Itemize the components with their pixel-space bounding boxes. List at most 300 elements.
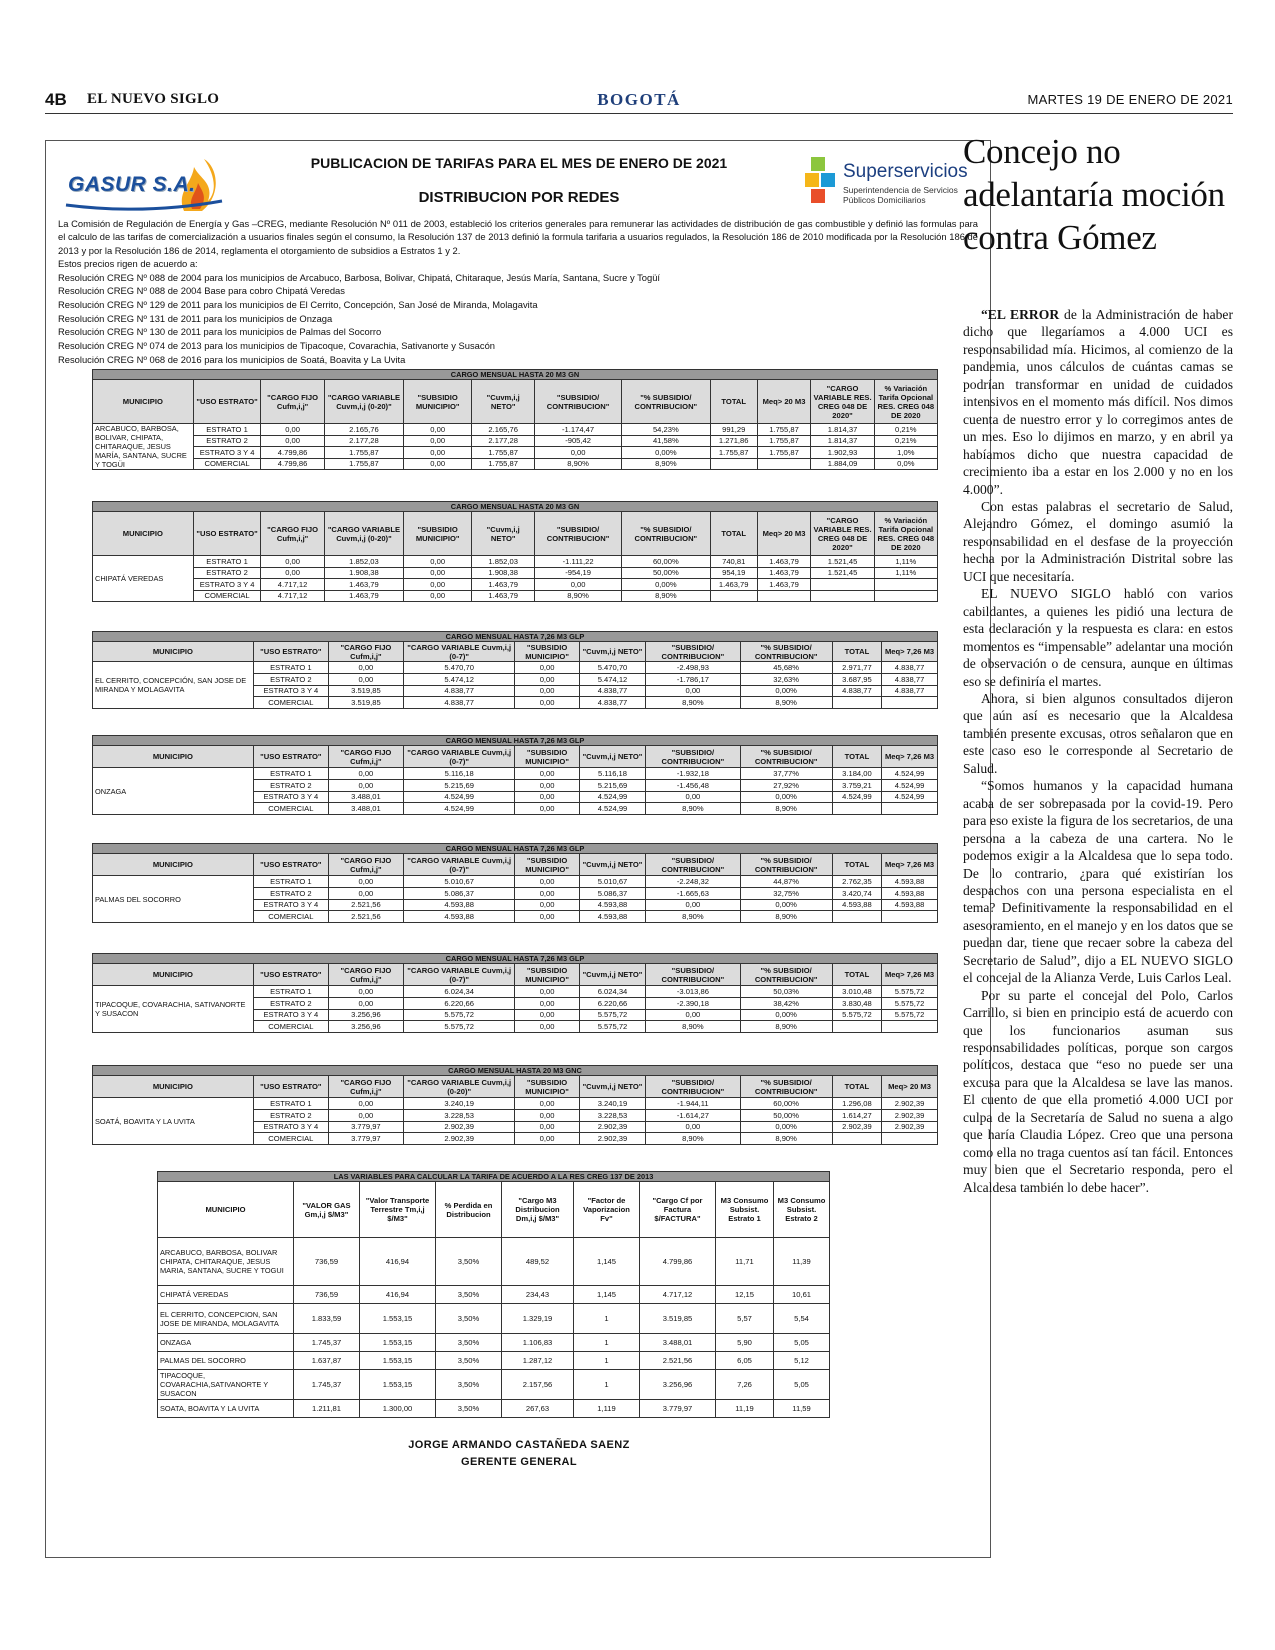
table-cell: 5,05 (774, 1334, 830, 1352)
resolution-item: Resolución CREG Nº 131 de 2011 para los municipios de Onzaga (58, 312, 333, 324)
table-cell: 1.755,87 (472, 447, 535, 459)
table-cell: 1.521,45 (811, 556, 874, 568)
table-cell: 5.010,67 (579, 876, 645, 888)
table-cell: 1.755,87 (324, 447, 404, 459)
table-cell: 3,50% (436, 1352, 502, 1370)
table-cell (811, 590, 874, 602)
table-row (158, 1334, 830, 1352)
table-row (93, 590, 938, 602)
table-cell (882, 697, 938, 709)
table-cell: 4.593,88 (882, 899, 938, 911)
table-cell: COMERCIAL (253, 1133, 328, 1145)
table-cell: 5,05 (774, 1370, 830, 1400)
table-cell: 2.902,39 (403, 1133, 515, 1145)
table-cell: 0,00 (515, 986, 579, 998)
table-cell: 4.799,86 (261, 458, 324, 470)
table-cell: 8,90% (646, 803, 740, 815)
table-cell: 4.524,99 (579, 803, 645, 815)
table-cell: 0,00 (515, 803, 579, 815)
table-cell: ESTRATO 1 (253, 1098, 328, 1110)
table-cell: ESTRATO 2 (253, 1109, 328, 1121)
resolution-item: Resolución CREG Nº 068 de 2016 para los municipios de Soatá, Boavita y La Uvita (58, 353, 406, 365)
column-header: "USO ESTRATO" (253, 854, 328, 876)
table-row (93, 662, 938, 674)
table-cell: 489,52 (502, 1238, 574, 1286)
table-cell: COMERCIAL (193, 590, 261, 602)
table-cell: ESTRATO 1 (193, 424, 261, 436)
table-cell: 4.838,77 (403, 697, 515, 709)
table-cell: 6.024,34 (579, 986, 645, 998)
article-paragraph: Ahora, si bien algunos consultados dijeron que aún así es necesario que la Alcaldesa también presente excusas, otros señalaron que en este caso eso le corresponde al Secretario de Salud. (963, 690, 1233, 776)
column-header: "Factor de Vaporizacion Fv" (574, 1182, 640, 1238)
municipio-cell: CHIPATÁ VEREDAS (93, 556, 194, 602)
column-header: "SUBSIDIO/ CONTRIBUCION" (646, 1076, 740, 1098)
table-cell: 4.593,88 (403, 899, 515, 911)
table-cell: COMERCIAL (253, 911, 328, 923)
table-cell: 3.184,00 (832, 768, 881, 780)
table-cell: 0,00 (515, 1121, 579, 1133)
column-header: "% SUBSIDIO/ CONTRIBUCION" (621, 380, 710, 424)
column-header: "% SUBSIDIO/ CONTRIBUCION" (740, 746, 832, 768)
table-cell: 5.575,72 (579, 1009, 645, 1021)
table-cell: 0,00 (261, 567, 324, 579)
table-cell: 60,00% (621, 556, 710, 568)
table-cell: 3.256,96 (640, 1370, 716, 1400)
table-cell: 8,90% (740, 1021, 832, 1033)
table-cell: 0,00 (515, 1009, 579, 1021)
table-cell (882, 1021, 938, 1033)
table-cell: 11,71 (716, 1238, 774, 1286)
column-header: "USO ESTRATO" (193, 512, 261, 556)
table-cell: 2.521,56 (640, 1352, 716, 1370)
table-cell: 2.762,35 (832, 876, 881, 888)
table-cell: 0,00 (328, 768, 403, 780)
table-cell: 3.779,97 (328, 1121, 403, 1133)
table-cell: 1.463,79 (472, 590, 535, 602)
table-row (158, 1352, 830, 1370)
column-header: TOTAL (832, 1076, 881, 1098)
table-cell: 8,90% (621, 590, 710, 602)
table-cell: 4.524,99 (579, 791, 645, 803)
table-cell: ESTRATO 3 Y 4 (193, 579, 261, 591)
table-cell: ESTRATO 1 (253, 662, 328, 674)
column-header: "USO ESTRATO" (253, 964, 328, 986)
table-cell: 0,00 (515, 1109, 579, 1121)
table-cell: 0,00 (646, 685, 740, 697)
table-cell: -954,19 (535, 567, 622, 579)
table-cell (882, 911, 938, 923)
table-cell: 2.902,39 (403, 1121, 515, 1133)
table-cell: 1.463,79 (757, 556, 811, 568)
table-cell: 1,145 (574, 1286, 640, 1304)
superservicios-logo (805, 151, 980, 211)
table-cell: 736,59 (294, 1286, 360, 1304)
table-cell: 1.755,87 (710, 447, 757, 459)
table-cell: 4.838,77 (832, 685, 881, 697)
column-header: "SUBSIDIO MUNICIPIO" (515, 642, 579, 662)
table-cell: 4.838,77 (403, 685, 515, 697)
table-cell: 1.833,59 (294, 1304, 360, 1334)
column-header: "Cuvm,i,j NETO" (472, 512, 535, 556)
table-cell: 3.256,96 (328, 1009, 403, 1021)
table-cell: 4.524,99 (832, 791, 881, 803)
table-cell: 1.755,87 (324, 458, 404, 470)
column-header: "SUBSIDIO MUNICIPIO" (515, 1076, 579, 1098)
table-cell: 2.902,39 (832, 1121, 881, 1133)
table-cell: 2.902,39 (579, 1121, 645, 1133)
table-cell: 12,15 (716, 1286, 774, 1304)
column-header: % Variación Tarifa Opcional RES. CREG 048 DE 2020 (874, 380, 937, 424)
table-cell: -2.390,18 (646, 997, 740, 1009)
column-header: Meq> 7,26 M3 (882, 642, 938, 662)
table-cell: 38,42% (740, 997, 832, 1009)
table-cell: 0,00 (646, 1121, 740, 1133)
table-cell: 0,00 (328, 986, 403, 998)
tariff-publication-ad (45, 140, 991, 1558)
table-cell: 1 (574, 1370, 640, 1400)
table-cell: 267,63 (502, 1400, 574, 1418)
table-cell: 3,50% (436, 1400, 502, 1418)
article-paragraph (963, 306, 1233, 498)
table-cell: ESTRATO 1 (193, 556, 261, 568)
column-header: "Cuvm,i,j NETO" (579, 964, 645, 986)
table-cell: 1.852,03 (324, 556, 404, 568)
table-cell: 0,00 (646, 1009, 740, 1021)
table-cell: 234,43 (502, 1286, 574, 1304)
column-header: "USO ESTRATO" (193, 380, 261, 424)
table-cell (874, 590, 937, 602)
article-paragraph: Con estas palabras el secretario de Salud, Alejandro Gómez, el domingo asumió la responsabilidad en el desfase de la proyección hecha por la Administración Distrital sobre las UCI que necesitaría. (963, 498, 1233, 584)
table-cell: 3,50% (436, 1238, 502, 1286)
table-cell: 3.240,19 (579, 1098, 645, 1110)
table-cell: 8,90% (740, 1133, 832, 1145)
table-cell: 0,00 (515, 899, 579, 911)
table-cell: 0,0% (874, 458, 937, 470)
table-cell: 4.593,88 (882, 887, 938, 899)
table-cell: ESTRATO 2 (253, 779, 328, 791)
table-cell: -1.786,17 (646, 673, 740, 685)
table-cell: 1.755,87 (757, 435, 811, 447)
municipio-cell: EL CERRITO, CONCEPCION, SAN JOSE DE MIRANDA, MOLAGAVITA (158, 1304, 294, 1334)
table-cell: 0,00 (515, 685, 579, 697)
table-cell: 1.814,37 (811, 435, 874, 447)
table-cell: 2.521,56 (328, 911, 403, 923)
column-header: Meq> 7,26 M3 (882, 746, 938, 768)
table-caption: CARGO MENSUAL HASTA 20 M3 GN (93, 502, 938, 512)
table-cell: 3.420,74 (832, 887, 881, 899)
column-header: MUNICIPIO (93, 1076, 254, 1098)
table-cell: 2.971,77 (832, 662, 881, 674)
column-header: "SUBSIDIO/ CONTRIBUCION" (535, 512, 622, 556)
table-cell: 1.296,08 (832, 1098, 881, 1110)
column-header: "CARGO VARIABLE Cuvm,i,j (0-20)" (403, 1076, 515, 1098)
column-header: "SUBSIDIO/ CONTRIBUCION" (646, 642, 740, 662)
table-cell: 4.838,77 (882, 685, 938, 697)
municipio-cell: CHIPATÁ VEREDAS (158, 1286, 294, 1304)
table-row (158, 1238, 830, 1286)
tariff-table (92, 631, 938, 709)
table-cell: 8,90% (740, 911, 832, 923)
table-cell: 32,75% (740, 887, 832, 899)
table-row (158, 1370, 830, 1400)
tariff-table (92, 369, 938, 470)
table-caption: CARGO MENSUAL HASTA 7,26 M3 GLP (93, 954, 938, 964)
table-cell: 0,00 (328, 662, 403, 674)
table-cell: 1,145 (574, 1238, 640, 1286)
table-cell: 0,00 (404, 590, 472, 602)
table-cell: 2.521,56 (328, 899, 403, 911)
table-cell: 0,00 (515, 662, 579, 674)
table-cell: 50,00% (740, 1109, 832, 1121)
table-cell: 0,00 (404, 579, 472, 591)
column-header: "SUBSIDIO MUNICIPIO" (515, 854, 579, 876)
table-cell: 0,00% (740, 1121, 832, 1133)
table-cell (832, 803, 881, 815)
table-row (158, 1286, 830, 1304)
column-header: "Cuvm,i,j NETO" (579, 854, 645, 876)
resolution-item: Resolución CREG Nº 130 de 2011 para los municipios de Palmas del Socorro (58, 326, 382, 338)
table-cell: 1.553,15 (360, 1370, 436, 1400)
table-cell: 1.463,79 (472, 579, 535, 591)
table-cell: 0,21% (874, 435, 937, 447)
variables-table (157, 1171, 830, 1418)
column-header: "CARGO VARIABLE Cuvm,i,j (0-7)" (403, 642, 515, 662)
table-cell: 4.524,99 (403, 803, 515, 815)
table-cell: -905,42 (535, 435, 622, 447)
table-cell: 4.593,88 (403, 911, 515, 923)
table-cell: -1.174,47 (535, 424, 622, 436)
table-row (93, 556, 938, 568)
tariff-table (92, 1065, 938, 1145)
column-header: TOTAL (832, 854, 881, 876)
table-cell: 4.593,88 (832, 899, 881, 911)
table-cell: 8,90% (535, 458, 622, 470)
table-cell: -1.456,48 (646, 779, 740, 791)
column-header: "CARGO FIJO Cufm,i,j" (261, 380, 324, 424)
table-cell: 5.575,72 (882, 997, 938, 1009)
column-header: "CARGO VARIABLE Cuvm,i,j (0-7)" (403, 964, 515, 986)
column-header: "CARGO FIJO Cufm,i,j" (261, 512, 324, 556)
table-cell: 5,90 (716, 1334, 774, 1352)
column-header: "USO ESTRATO" (253, 1076, 328, 1098)
table-cell: 4.717,12 (261, 590, 324, 602)
table-cell (832, 1133, 881, 1145)
table-cell: 8,90% (646, 697, 740, 709)
table-cell: 5.470,70 (403, 662, 515, 674)
table-cell (874, 579, 937, 591)
table-cell (811, 579, 874, 591)
table-cell: ESTRATO 3 Y 4 (253, 791, 328, 803)
table-cell: 0,00 (515, 673, 579, 685)
column-header: "Cuvm,i,j NETO" (579, 746, 645, 768)
table-cell: -2.498,93 (646, 662, 740, 674)
table-caption: CARGO MENSUAL HASTA 7,26 M3 GLP (93, 844, 938, 854)
signature-role: GERENTE GENERAL (460, 1456, 577, 1468)
table-cell: 5.575,72 (832, 1009, 881, 1021)
table-row (93, 1098, 938, 1110)
table-cell: 2.177,28 (324, 435, 404, 447)
table-caption: CARGO MENSUAL HASTA 20 M3 GN (93, 370, 938, 380)
table-cell: 0,00 (328, 887, 403, 899)
table-cell: 60,00% (740, 1098, 832, 1110)
table-cell: 1.745,37 (294, 1370, 360, 1400)
table-cell: 7,26 (716, 1370, 774, 1400)
table-cell: 5,12 (774, 1352, 830, 1370)
page-number: 4B (45, 90, 67, 109)
table-cell: 1.329,19 (502, 1304, 574, 1334)
table-cell: 3,50% (436, 1334, 502, 1352)
table-cell: 1.463,79 (324, 590, 404, 602)
table-cell: 8,90% (740, 803, 832, 815)
table-cell: 0,00 (646, 791, 740, 803)
table-cell: 50,00% (621, 567, 710, 579)
table-cell: 5,57 (716, 1304, 774, 1334)
table-cell: ESTRATO 3 Y 4 (193, 447, 261, 459)
table-cell: 1.908,38 (324, 567, 404, 579)
table-row (93, 567, 938, 579)
column-header: MUNICIPIO (93, 512, 194, 556)
table-cell: 32,63% (740, 673, 832, 685)
column-header: "CARGO VARIABLE RES. CREG 048 DE 2020" (811, 512, 874, 556)
table-cell: 1,119 (574, 1400, 640, 1418)
table-cell: 3.519,85 (640, 1304, 716, 1334)
municipio-cell: PALMAS DEL SOCORRO (93, 876, 254, 923)
column-header: "CARGO VARIABLE RES. CREG 048 DE 2020" (811, 380, 874, 424)
table-cell: 0,00 (515, 1133, 579, 1145)
table-cell: 0,00 (515, 1098, 579, 1110)
table-cell: 4.717,12 (640, 1286, 716, 1304)
table-cell: 3.779,97 (328, 1133, 403, 1145)
table-cell: 4.799,86 (640, 1238, 716, 1286)
municipio-cell: SOATÁ, BOAVITA Y LA UVITA (93, 1098, 254, 1145)
table-cell: 991,29 (710, 424, 757, 436)
tariff-table (92, 501, 938, 602)
column-header: M3 Consumo Subsist. Estrato 1 (716, 1182, 774, 1238)
table-cell: 1.852,03 (472, 556, 535, 568)
table-cell: 4.524,99 (403, 791, 515, 803)
column-header: TOTAL (710, 512, 757, 556)
publication-subtitle: DISTRIBUCION POR REDES (418, 189, 620, 206)
gasur-logo-text: GASUR S.A. (68, 173, 196, 196)
table-cell: 1.463,79 (710, 579, 757, 591)
table-cell: 0,00 (404, 424, 472, 436)
table-cell: 11,19 (716, 1400, 774, 1418)
table-cell: 0,00 (404, 556, 472, 568)
table-caption: CARGO MENSUAL HASTA 7,26 M3 GLP (93, 736, 938, 746)
table-cell: 740,81 (710, 556, 757, 568)
table-cell (710, 458, 757, 470)
table-cell: ESTRATO 2 (253, 997, 328, 1009)
table-cell: 0,00% (740, 899, 832, 911)
table-cell: 1.908,38 (472, 567, 535, 579)
table-cell: 0,00 (515, 997, 579, 1009)
table-cell: 5.010,67 (403, 876, 515, 888)
table-cell: 1.902,93 (811, 447, 874, 459)
resolution-item: Resolución CREG Nº 129 de 2011 para los municipios de El Cerrito, Concepción, San José de Miranda, Molagavita (58, 299, 538, 310)
table-cell: 0,00 (515, 876, 579, 888)
table-cell: 5.116,18 (579, 768, 645, 780)
table-cell: 3.519,85 (328, 685, 403, 697)
table-cell: 0,00% (740, 791, 832, 803)
municipio-cell: ONZAGA (158, 1334, 294, 1352)
table-cell: -1.944,11 (646, 1098, 740, 1110)
table-cell: 11,39 (774, 1238, 830, 1286)
column-header: Meq> 7,26 M3 (882, 964, 938, 986)
table-cell: 4.524,99 (882, 768, 938, 780)
tariff-table (92, 953, 938, 1033)
table-row (158, 1304, 830, 1334)
column-header: "SUBSIDIO MUNICIPIO" (404, 380, 472, 424)
column-header: "SUBSIDIO MUNICIPIO" (404, 512, 472, 556)
column-header: % Variación Tarifa Opcional RES. CREG 048 DE 2020 (874, 512, 937, 556)
column-header: "CARGO FIJO Cufm,i,j" (328, 964, 403, 986)
table-cell: -1.932,18 (646, 768, 740, 780)
table-cell: 3.687,95 (832, 673, 881, 685)
table-cell: 5.575,72 (579, 1021, 645, 1033)
table-cell: 0,00% (740, 1009, 832, 1021)
table-cell: 2.902,39 (882, 1121, 938, 1133)
table-cell (882, 1133, 938, 1145)
table-row (93, 876, 938, 888)
table-cell: 1.463,79 (324, 579, 404, 591)
article-paragraph: Por su parte el concejal del Polo, Carlos Carrillo, si bien en principio está de acuerdo con que los funcionarios asuman sus responsabilidades políticas, porque son cargos políticos, destaca que “eso no puede ser una excusa para que la Alcaldesa se lave las manos. El cuento de que ella prometió 4.000 UCI por culpa de la Secretaría de Salud no suena a algo que haría Claudia López. Creo que una persona como ella no traga cuentos así tan fácil. Entonces muy bien que el Secretario responda, pero el Alcaldesa también lo debe hacer”. (963, 987, 1233, 1195)
table-cell: 5.470,70 (579, 662, 645, 674)
table-cell: 5.575,72 (882, 1009, 938, 1021)
table-cell: 1.211,81 (294, 1400, 360, 1418)
column-header: "CARGO VARIABLE Cuvm,i,j (0-7)" (403, 746, 515, 768)
table-cell: 4.593,88 (882, 876, 938, 888)
table-cell: 1.463,79 (757, 579, 811, 591)
column-header: "Cuvm,i,j NETO" (579, 642, 645, 662)
table-cell: 1.300,00 (360, 1400, 436, 1418)
table-cell: 3,50% (436, 1304, 502, 1334)
table-cell: 5,54 (774, 1304, 830, 1334)
table-cell: 1.553,15 (360, 1304, 436, 1334)
section-title: BOGOTÁ (597, 90, 681, 109)
municipio-cell: ARCABUCO, BARBOSA, BOLIVAR CHIPATA, CHITARAQUE, JESUS MARIA, SANTANA, SUCRE Y TOGUI (158, 1238, 294, 1286)
table-cell: 1.755,87 (757, 447, 811, 459)
tariff-table (92, 735, 938, 815)
table-cell: 1 (574, 1304, 640, 1334)
table-cell: 2.165,76 (324, 424, 404, 436)
table-cell: 54,23% (621, 424, 710, 436)
column-header: "SUBSIDIO/ CONTRIBUCION" (646, 964, 740, 986)
column-header: "USO ESTRATO" (253, 642, 328, 662)
table-cell (832, 697, 881, 709)
table-cell (757, 458, 811, 470)
table-cell: 2.177,28 (472, 435, 535, 447)
table-cell: 37,77% (740, 768, 832, 780)
column-header: "CARGO FIJO Cufm,i,j" (328, 1076, 403, 1098)
table-cell: 0,00 (328, 997, 403, 1009)
table-cell: 1.614,27 (832, 1109, 881, 1121)
table-cell: 3.488,01 (640, 1334, 716, 1352)
table-cell: 3.256,96 (328, 1021, 403, 1033)
column-header: "Cargo M3 Distribucion Dm,i,j $/M3" (502, 1182, 574, 1238)
table-cell: 0,00 (515, 791, 579, 803)
table-cell: COMERCIAL (253, 697, 328, 709)
tariff-table (92, 843, 938, 923)
table-row (93, 447, 938, 459)
masthead (45, 88, 1233, 114)
table-cell: 50,03% (740, 986, 832, 998)
table-cell: 45,68% (740, 662, 832, 674)
column-header: "SUBSIDIO/ CONTRIBUCION" (646, 746, 740, 768)
table-cell: 0,00 (404, 447, 472, 459)
table-cell: 1.553,15 (360, 1352, 436, 1370)
publication-title: PUBLICACION DE TARIFAS PARA EL MES DE ENERO DE 2021 (310, 155, 728, 171)
table-cell: 3.488,01 (328, 803, 403, 815)
